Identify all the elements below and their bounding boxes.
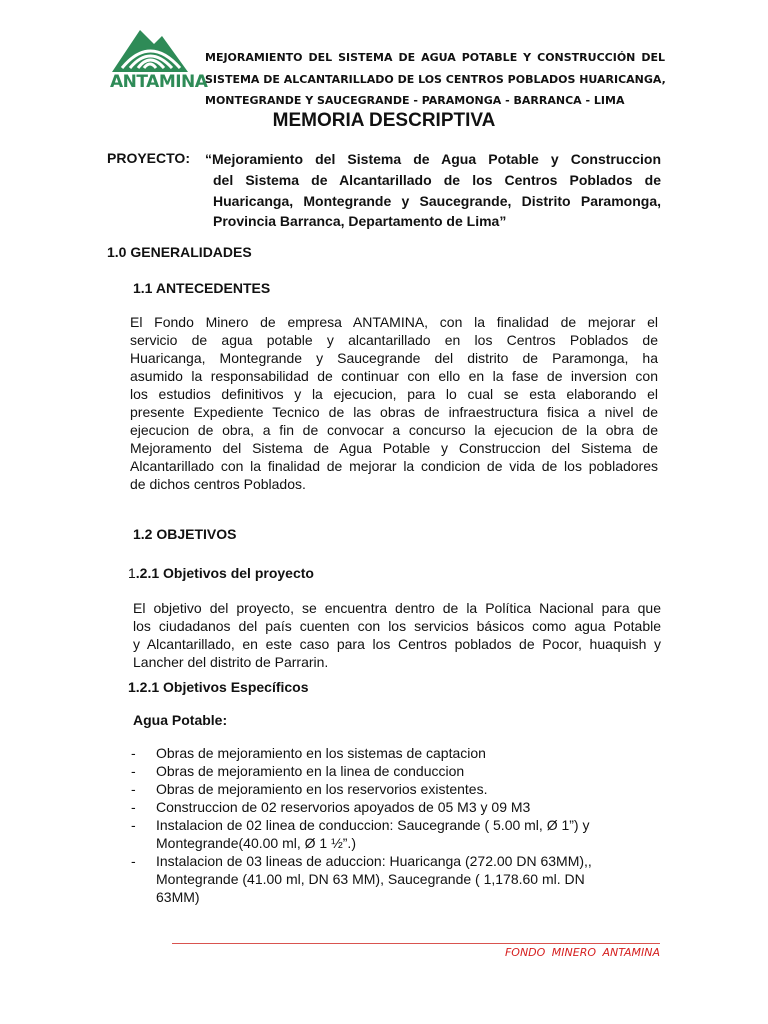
- project-line-2: del Sistema de Alcantarillado de los Centros Poblados de: [213, 172, 661, 188]
- antecedentes-line: Huaricanga, Montegrande y Saucegrande del distrito de Paramonga, ha: [130, 350, 658, 366]
- footer-text: FONDO MINERO ANTAMINA: [504, 946, 660, 959]
- bullet-dash: -: [131, 745, 136, 761]
- antamina-mountain-icon: [110, 24, 190, 74]
- heading-agua-potable: Agua Potable:: [133, 712, 228, 728]
- objetivo-line: y Alcantarillado, en este caso para los Centros poblados de Pocor, huaquish y: [133, 636, 661, 652]
- bullet-item-continuation: Montegrande (41.00 ml, DN 63 MM), Saucegrande ( 1,178.60 ml. DN: [156, 871, 585, 887]
- bullet-item: Construccion de 02 reservorios apoyados de 05 M3 y 09 M3: [156, 799, 531, 815]
- header-line-3: MONTEGRANDE Y SAUCEGRANDE - PARAMONGA - BARRANCA - LIMA: [205, 94, 625, 107]
- bullet-item: Instalacion de 03 lineas de aduccion: Huaricanga (272.00 DN 63MM),,: [156, 853, 592, 869]
- bullet-item-continuation: 63MM): [156, 889, 200, 905]
- project-line-3: Huaricanga, Montegrande y Saucegrande, Distrito Paramonga,: [213, 193, 661, 209]
- antecedentes-line: de dichos centros Poblados.: [130, 476, 306, 492]
- bullet-item: Obras de mejoramiento en la linea de conduccion: [156, 763, 465, 779]
- footer-rule: [172, 943, 660, 944]
- header-line-1: MEJORAMIENTO DEL SISTEMA DE AGUA POTABLE Y CONSTRUCCIÓN DEL: [205, 51, 665, 64]
- heading-text: .2.1 Objetivos del proyecto: [135, 565, 314, 581]
- antecedentes-line: ejecucion de obra, a fin de convocar a concurso la ejecucion de la obra de: [130, 422, 658, 438]
- header-line-2: SISTEMA DE ALCANTARILLADO DE LOS CENTROS POBLADOS HUARICANGA,: [205, 73, 666, 86]
- antecedentes-line: presente Expediente Tecnico de las obras de infraestructura fisica a nivel de: [130, 404, 658, 420]
- bullet-item-continuation: Montegrande(40.00 ml, Ø 1 ½”.): [156, 835, 356, 851]
- section-generalidades: 1.0 GENERALIDADES: [107, 244, 252, 260]
- heading-objetivos-proyecto: [128, 565, 314, 581]
- bullet-dash: -: [131, 763, 136, 779]
- bullet-dash: -: [131, 799, 136, 815]
- heading-objetivos-especificos: 1.2.1 Objetivos Específicos: [128, 679, 309, 695]
- antecedentes-line: asumido la responsabilidad de continuar con ello en la fase de inversion con: [130, 368, 658, 384]
- project-line-1: “Mejoramiento del Sistema de Agua Potable y Construccion: [205, 151, 661, 167]
- heading-number-prefix: 1: [128, 565, 136, 581]
- antecedentes-line: El Fondo Minero de empresa ANTAMINA, con la finalidad de mejorar el: [130, 314, 658, 330]
- heading-antecedentes: 1.1 ANTECEDENTES: [133, 280, 271, 296]
- logo-wordmark: ANTAMINA: [110, 72, 208, 92]
- bullet-dash: -: [131, 781, 136, 797]
- antamina-logo: [110, 24, 208, 102]
- objetivo-line: Lancher del distrito de Parrarin.: [133, 654, 329, 670]
- objetivo-line: El objetivo del proyecto, se encuentra dentro de la Política Nacional para que: [133, 600, 661, 616]
- project-line-4: Provincia Barranca, Departamento de Lima”: [213, 213, 507, 229]
- bullet-dash: -: [131, 817, 136, 833]
- antecedentes-line: servicio de agua potable y alcantarillado en los Centros Poblados de: [130, 332, 658, 348]
- bullet-item: Instalacion de 02 linea de conduccion: Saucegrande ( 5.00 ml, Ø 1”) y: [156, 817, 590, 833]
- antecedentes-line: Mejoramento del Sistema de Agua Potable y Construccion del Sistema de: [130, 440, 658, 456]
- document-title: MEMORIA DESCRIPTIVA: [272, 110, 496, 131]
- antecedentes-line: los estudios definitivos y la ejecucion, para lo cual se esta elaborando el: [130, 386, 658, 402]
- objetivo-line: los ciudadanos del país cuenten con los servicios básicos como agua Potable: [133, 618, 661, 634]
- project-label: PROYECTO:: [107, 150, 190, 166]
- bullet-item: Obras de mejoramiento en los reservorios existentes.: [156, 781, 488, 797]
- bullet-dash: -: [131, 853, 136, 869]
- heading-objetivos: 1.2 OBJETIVOS: [133, 526, 237, 542]
- bullet-item: Obras de mejoramiento en los sistemas de captacion: [156, 745, 486, 761]
- antecedentes-line: Alcantarillado con la finalidad de mejorar la condicion de vida de los pobladores: [130, 458, 658, 474]
